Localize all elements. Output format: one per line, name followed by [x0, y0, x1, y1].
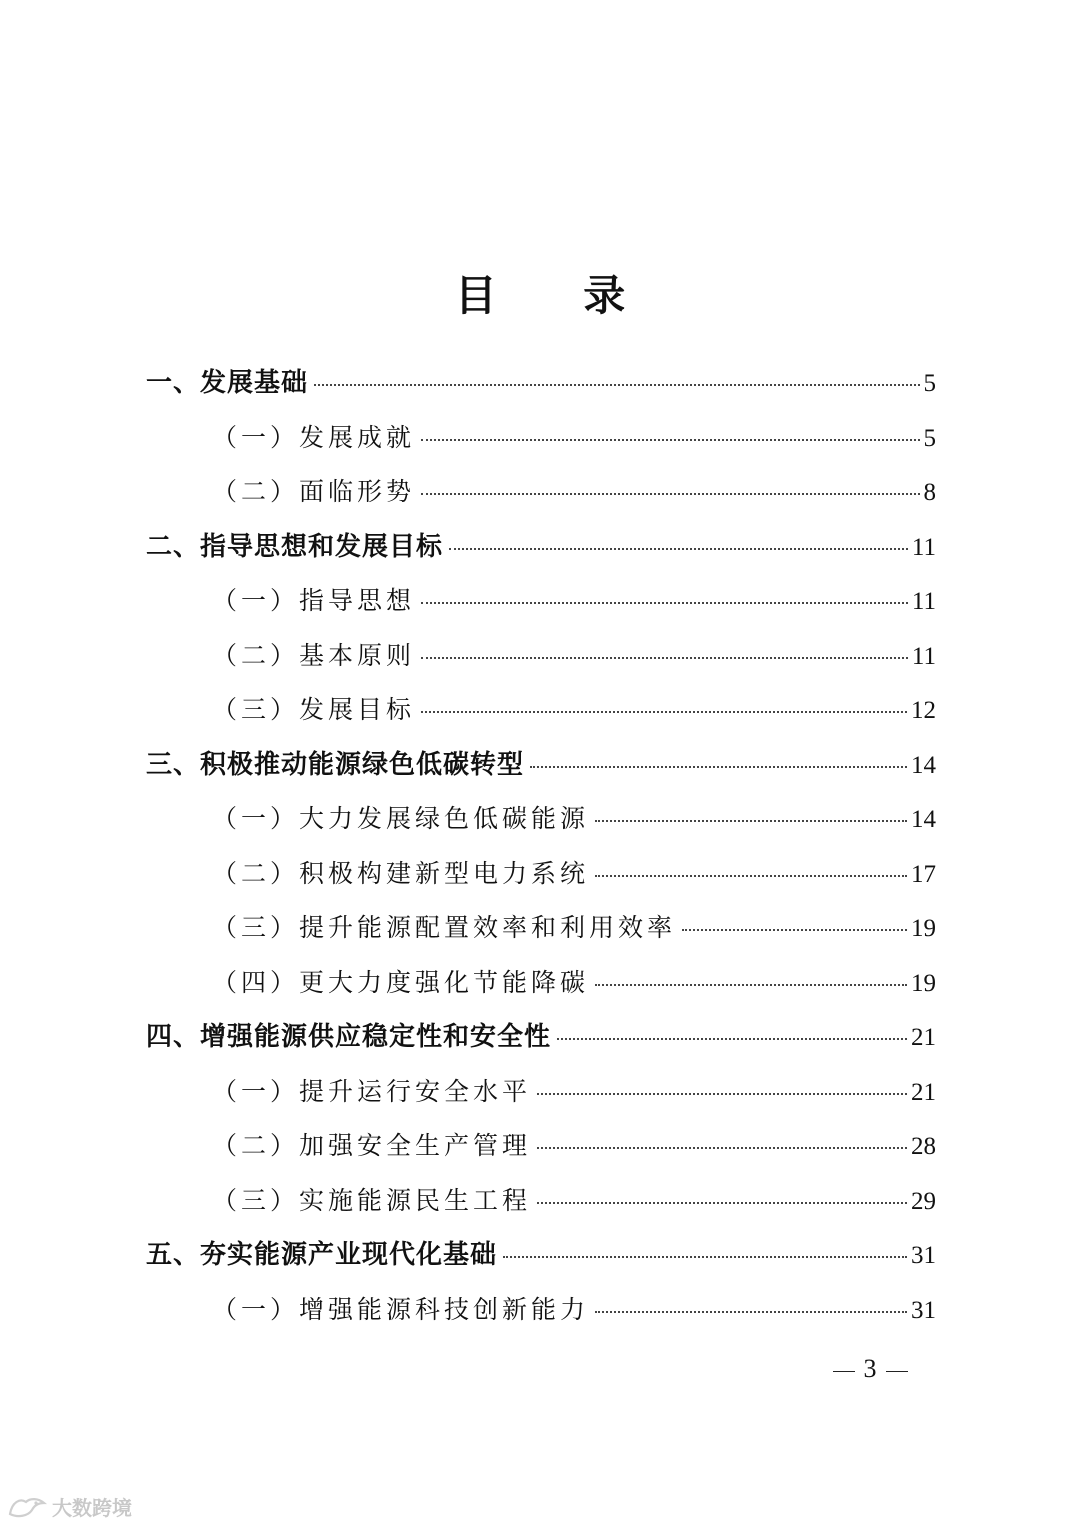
toc-label: （一）增强能源科技创新能力	[212, 1294, 590, 1324]
bird-logo-icon	[6, 1494, 48, 1520]
toc-leader-dots	[682, 929, 907, 931]
toc-leader-dots	[449, 548, 908, 550]
toc-row[interactable]	[146, 792, 936, 847]
toc-page: 14	[911, 806, 936, 833]
toc-page: 5	[923, 370, 936, 397]
dash-left	[833, 1371, 855, 1372]
toc-label: 二、指导思想和发展目标	[146, 531, 444, 562]
toc-row[interactable]	[146, 1065, 936, 1120]
toc-label: （三）实施能源民生工程	[212, 1185, 532, 1215]
toc-label: （一）提升运行安全水平	[212, 1076, 532, 1106]
toc-page: 14	[911, 751, 936, 779]
toc-leader-dots	[421, 493, 919, 495]
toc-row[interactable]	[146, 738, 936, 793]
toc-leader-dots	[557, 1038, 907, 1040]
toc-page: 11	[911, 642, 936, 670]
toc-leader-dots	[421, 439, 919, 441]
toc-page: 11	[911, 588, 936, 615]
toc-page: 5	[923, 424, 936, 452]
toc-label: （三）提升能源配置效率和利用效率	[212, 913, 677, 942]
toc-row[interactable]	[146, 356, 936, 411]
toc-leader-dots	[537, 1202, 907, 1204]
toc-leader-dots	[314, 384, 919, 386]
toc-page: 19	[911, 915, 936, 942]
page-title: 目 录	[454, 271, 662, 321]
toc-label: （二）基本原则	[212, 640, 416, 670]
toc-row[interactable]	[146, 1119, 936, 1174]
toc-label: （一）指导思想	[212, 586, 416, 615]
toc-leader-dots	[595, 984, 907, 986]
toc-label: （四）更大力度强化节能降碳	[212, 967, 590, 997]
toc-label: （二）积极构建新型电力系统	[212, 858, 590, 888]
toc-leader-dots	[595, 875, 907, 877]
toc-leader-dots	[503, 1256, 907, 1258]
toc-row[interactable]	[146, 1283, 936, 1338]
toc-row[interactable]	[146, 465, 936, 520]
toc-row[interactable]	[146, 411, 936, 466]
toc-label: （三）发展目标	[212, 695, 416, 724]
toc-row[interactable]	[146, 574, 936, 629]
toc-leader-dots	[421, 711, 907, 713]
toc-row[interactable]	[146, 520, 936, 575]
toc-page: 8	[923, 479, 936, 506]
toc-label: （二）加强安全生产管理	[212, 1131, 532, 1160]
table-of-contents	[146, 356, 936, 1337]
toc-page: 31	[911, 1242, 936, 1269]
toc-label: （二）面临形势	[212, 477, 416, 506]
watermark-text: 大数跨境	[52, 1496, 132, 1520]
toc-row[interactable]	[146, 1174, 936, 1229]
toc-page: 31	[911, 1296, 936, 1324]
toc-leader-dots	[530, 766, 907, 768]
toc-page: 17	[911, 860, 936, 888]
page-number: 3	[863, 1354, 877, 1383]
toc-page: 28	[911, 1133, 936, 1160]
toc-page: 21	[911, 1078, 936, 1106]
toc-page: 19	[911, 969, 936, 997]
toc-page: 29	[911, 1187, 936, 1215]
toc-label: 四、增强能源供应稳定性和安全性	[146, 1022, 552, 1052]
toc-label: 五、夯实能源产业现代化基础	[146, 1240, 498, 1270]
toc-leader-dots	[421, 602, 908, 604]
toc-leader-dots	[537, 1147, 907, 1149]
toc-row[interactable]	[146, 629, 936, 684]
toc-leader-dots	[421, 657, 908, 659]
toc-row[interactable]	[146, 1010, 936, 1065]
toc-leader-dots	[537, 1093, 907, 1095]
page-number-footer	[0, 1354, 1080, 1384]
toc-leader-dots	[595, 820, 907, 822]
dash-right	[886, 1371, 908, 1372]
toc-row[interactable]	[146, 847, 936, 902]
toc-page: 21	[911, 1024, 936, 1051]
toc-label: 三、积极推动能源绿色低碳转型	[146, 749, 525, 780]
toc-label: （一）大力发展绿色低碳能源	[212, 804, 590, 833]
watermark	[6, 1492, 132, 1521]
toc-label: （一）发展成就	[212, 422, 416, 452]
toc-page: 12	[911, 697, 936, 724]
toc-label: 一、发展基础	[146, 368, 309, 398]
toc-leader-dots	[595, 1311, 907, 1313]
toc-row[interactable]	[146, 956, 936, 1011]
toc-row[interactable]	[146, 901, 936, 956]
toc-row[interactable]	[146, 1228, 936, 1283]
toc-page: 11	[911, 533, 936, 561]
toc-row[interactable]	[146, 683, 936, 738]
